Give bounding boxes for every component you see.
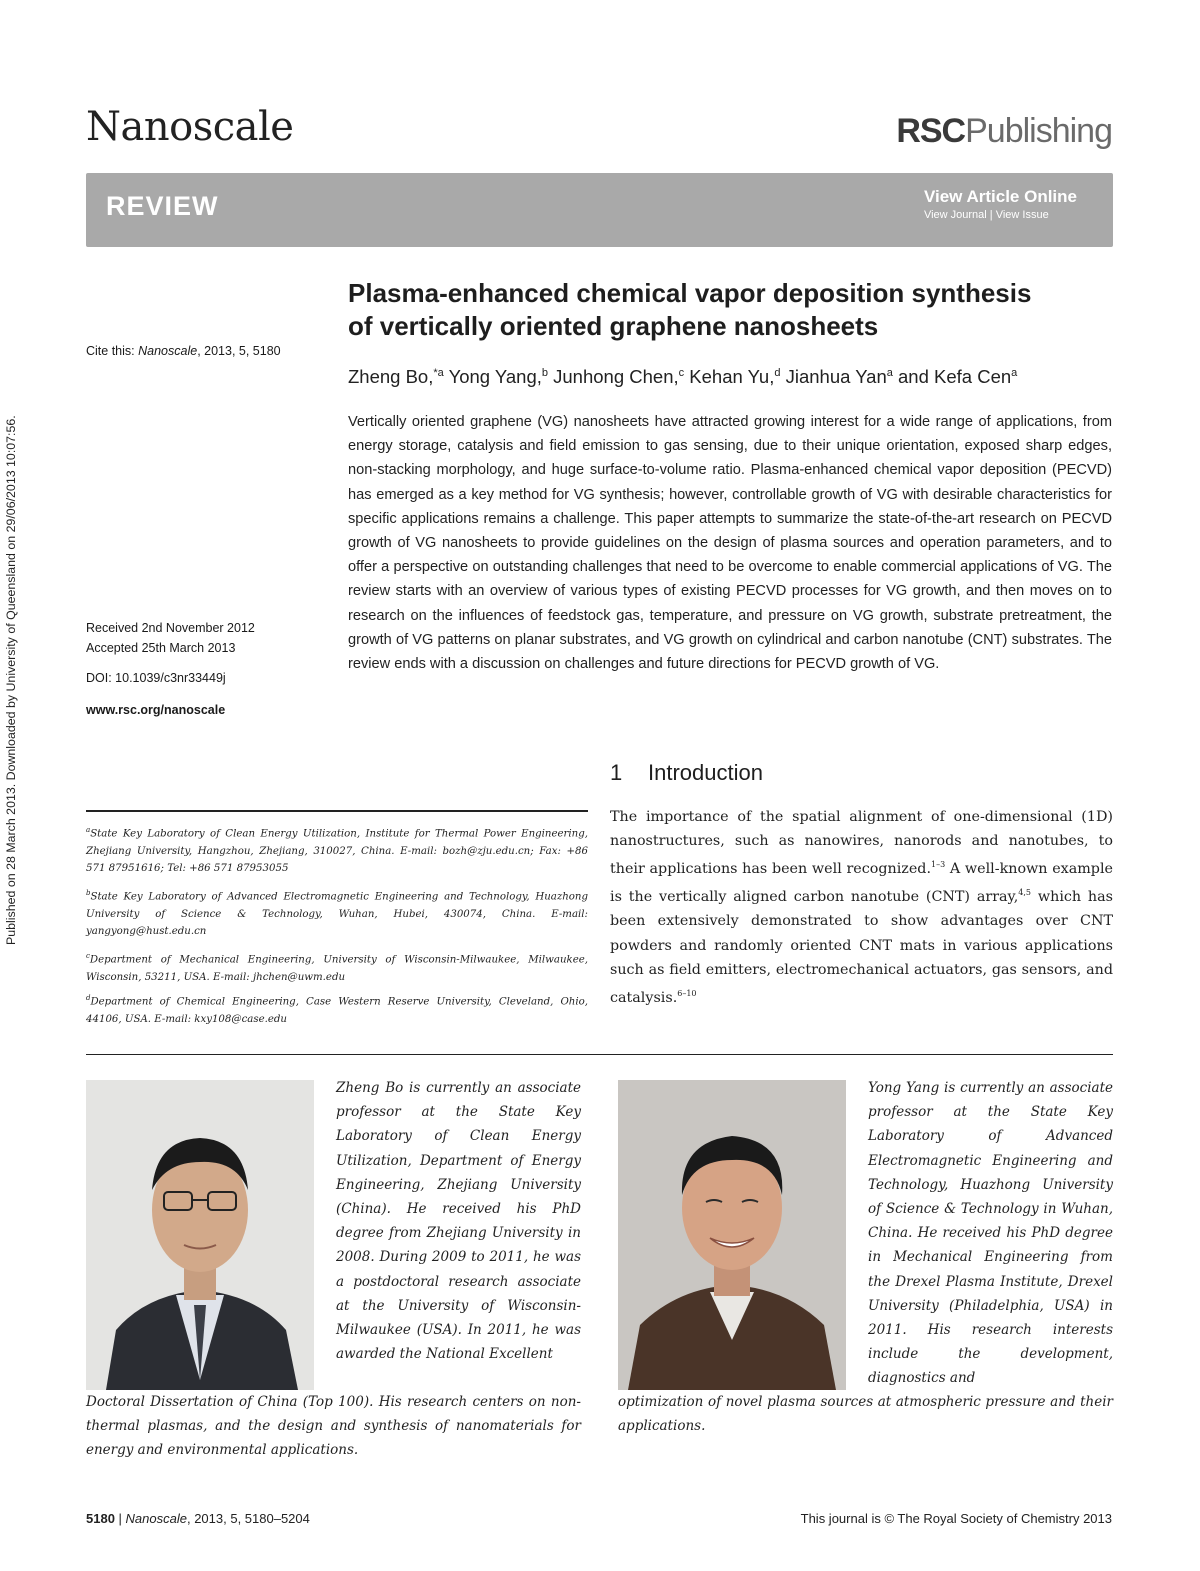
author-name: Jianhua Yan [780, 366, 887, 387]
author-affiliation-marker[interactable]: a [1011, 366, 1018, 379]
article-type-label: REVIEW [106, 191, 219, 221]
author-affiliation-marker[interactable]: a [886, 366, 893, 379]
biography-zheng-bo-continued: Doctoral Dissertation of China (Top 100). His research centers on non-thermal plasmas, and the design and synthesis of nanomaterials for energy and environmental applications. [86, 1394, 581, 1459]
author-name: Zheng Bo, [348, 366, 434, 387]
link-separator: | [986, 209, 996, 221]
biography-divider [86, 1054, 1113, 1055]
biography-zheng-bo: Zheng Bo is currently an associate professor at the State Key Laboratory of Clean Energy Utilization, Department of Energy Engineering, Zhejiang University (China). He received his PhD degree from Zhejiang University in 2008. During 2009 to 2011, he was a postdoctoral research associate at the University of Wisconsin-Milwaukee (USA). In 2011, he was awarded the National Excellent [336, 1080, 581, 1363]
biography-yong-yang-continued: optimization of novel plasma sources at atmospheric pressure and their applications. [618, 1394, 1113, 1435]
view-links-group [924, 187, 1077, 221]
cite-this: Cite this: Nanoscale, 2013, 5, 5180 [86, 344, 281, 358]
view-journal-link[interactable]: View Journal [923, 209, 987, 221]
accepted-date: Accepted 25th March 2013 [86, 641, 236, 655]
author-photo-yong-yang [618, 1080, 846, 1390]
author-affiliation-marker[interactable]: c [678, 366, 685, 379]
author-name: Yong Yang, [443, 366, 542, 387]
received-date: Received 2nd November 2012 [86, 621, 255, 635]
author-photo-zheng-bo [86, 1080, 314, 1390]
reference-link[interactable]: 6–10 [677, 988, 697, 998]
affiliation-d: $^d$Department of Chemical Engineering, Case Western Reserve University, Cleveland, Ohio, 44106, USA. E-mail: kxy108@case.edu [86, 994, 588, 1025]
author-affiliation-marker[interactable]: *a [433, 366, 444, 379]
author-name: Junhong Chen, [548, 366, 679, 387]
download-note: Published on 28 March 2013. Downloaded by University of Queensland on 29/06/2013 10:07:56. [4, 415, 18, 945]
article-type-banner [86, 173, 1113, 247]
reference-link[interactable]: 4,5 [1018, 888, 1032, 898]
journal-title: Nanoscale [86, 104, 294, 150]
affiliation-divider [86, 810, 588, 812]
publisher-logo: RSCPublishing [896, 112, 1112, 150]
article-title [348, 277, 1118, 343]
abstract: Vertically oriented graphene (VG) nanosheets have attracted growing interest for a wide range of applications, from energy storage, catalysis and field emission to gas sensing, due to their unique orientation, exposed sharp edges, non-stacking morphology, and huge surface-to-volume ratio. Plasma-enhanced chemical vapor deposition (PECVD) has emerged as a key method for VG synthesis; however, controllable growth of VG with desirable characteristics for specific applications remains a challenge. This paper attempts to summarize the state-of-the-art research on PECVD growth of VG nanosheets to provide guidelines on the design of plasma sources and operation parameters, and to offer a perspective on outstanding challenges that need to be overcome to enable commercial applications of VG. The review starts with an overview of various types of existing PECVD processes for VG growth, and then moves on to research on the influences of feedstock gas, temperature, and pressure on VG growth, substrate pretreatment, the growth of VG patterns on planar substrates, and VG growth on cylindrical and carbon nanotube (CNT) substrates. The review ends with a discussion on challenges and future directions for PECVD growth of VG. [348, 414, 1112, 673]
journal-url-link[interactable]: www.rsc.org/nanoscale [86, 703, 226, 717]
author-list [348, 366, 1017, 388]
received-dates [86, 618, 255, 658]
title-line-1: Plasma-enhanced chemical vapor deposition synthesis [348, 278, 1032, 308]
author-name: and Kefa Cen [892, 366, 1012, 387]
introduction-paragraph: The importance of the spatial alignment of one-dimensional (1D) nanostructures, such as nanowires, nanorods and nanotubes, to their applications has been well recognized.$^{1-3}$ A well-known example is the vertically aligned carbon nanotube (CNT) array,$^{4,5}$ which has been extensively demonstrated to show advantages over CNT powders and randomly oriented CNT mats in various applications such as field emitters, electromechanical actuators, gas sensors, and catalysis.$^{6-10}$ [610, 809, 1114, 1006]
page-footer-citation: 5180 | Nanoscale, 2013, 5, 5180–5204 [86, 1511, 310, 1526]
view-links [924, 209, 1077, 221]
title-line-2: of vertically oriented graphene nanosheets [348, 311, 879, 341]
author-affiliation-marker[interactable]: b [541, 366, 548, 379]
reference-link[interactable]: 1–3 [931, 860, 946, 870]
view-article-online-link[interactable]: View Article Online [923, 187, 1077, 206]
author-name: Kehan Yu, [684, 366, 775, 387]
copyright-notice: This journal is © The Royal Society of Chemistry 2013 [800, 1511, 1112, 1526]
section-heading: 1 Introduction [610, 760, 763, 785]
biography-yong-yang: Yong Yang is currently an associate professor at the State Key Laboratory of Advanced Electromagnetic Engineering and Technology, Huazhong University of Science & Technology in Wuhan, China. He received his PhD degree in Mechanical Engineering from the Drexel Plasma Institute, Drexel University (Philadelphia, USA) in 2011. His research interests include the development, diagnostics and [868, 1080, 1113, 1387]
affiliation-a: $^a$State Key Laboratory of Clean Energy Utilization, Institute for Thermal Power Engineering, Zhejiang University, Hangzhou, Zhejiang, 310027, China. E-mail: bozh@zju.edu.cn; Fax: +86 571 87951616; Tel: +86 571 87953055 [86, 826, 588, 875]
view-issue-link[interactable]: View Issue [995, 209, 1049, 221]
affiliation-b: $^b$State Key Laboratory of Advanced Electromagnetic Engineering and Technology, Huazhong University of Science & Technology, Wuhan, Hubei, 430074, China. E-mail: yangyong@hust.edu.cn [86, 889, 588, 938]
affiliation-c: $^c$Department of Mechanical Engineering, University of Wisconsin-Milwaukee, Milwaukee, Wisconsin, 53211, USA. E-mail: jhchen@uwm.edu [86, 952, 588, 983]
author-affiliation-marker[interactable]: d [774, 366, 781, 379]
doi[interactable]: DOI: 10.1039/c3nr33449j [86, 671, 226, 685]
